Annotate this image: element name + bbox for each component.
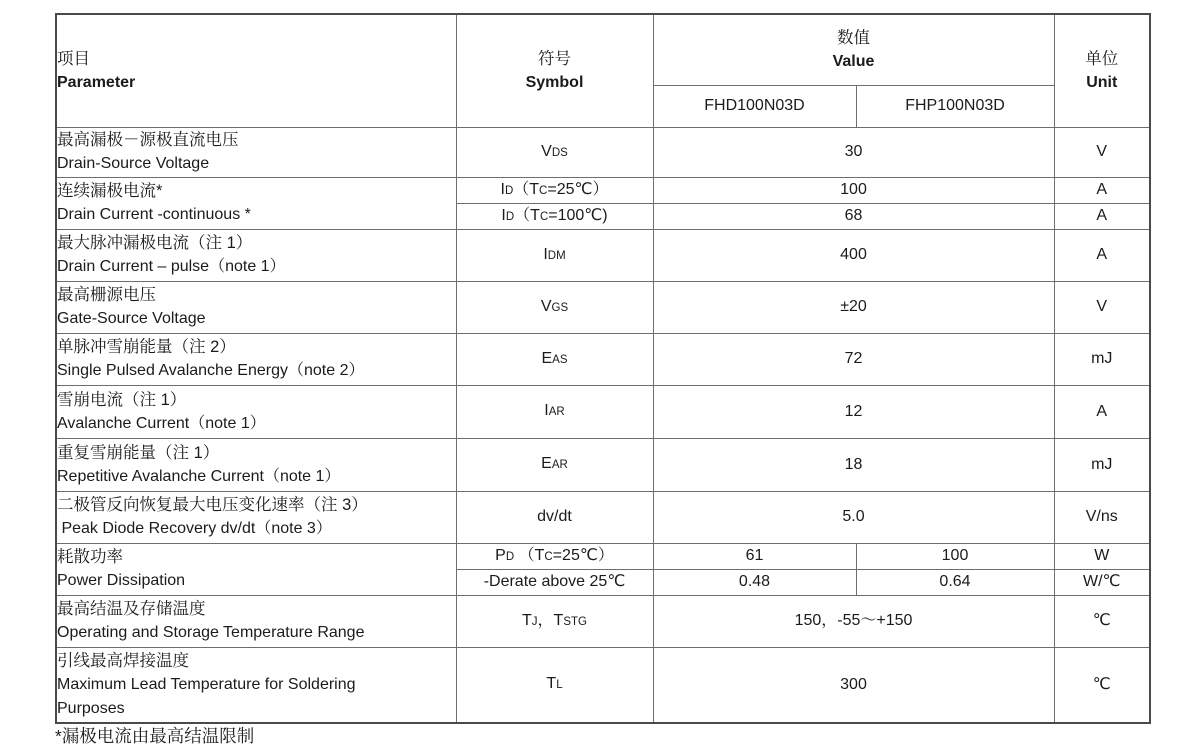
symbol-cell-pd: PD （TC=25℃） xyxy=(456,543,653,569)
symbol-cell-dvdt: dv/dt xyxy=(456,491,653,543)
value-cell-derate-fhd: 0.48 xyxy=(653,569,856,595)
param-en: Maximum Lead Temperature for Soldering Purposes xyxy=(57,675,360,717)
value-cell-pd-fhd: 61 xyxy=(653,543,856,569)
param-cell-pd xyxy=(56,543,456,595)
symbol-cell-iar: IAR xyxy=(456,385,653,438)
param-zh: 最高结温及存储温度 xyxy=(57,600,206,618)
param-zh: 单脉冲雪崩能量（注 2） xyxy=(57,338,236,356)
param-cell-ear xyxy=(56,438,456,491)
header-unit-zh: 单位 xyxy=(1085,49,1119,68)
value-cell-vgs: ±20 xyxy=(653,281,1054,333)
unit-cell-vds: V xyxy=(1054,127,1150,177)
param-en: Gate-Source Voltage xyxy=(57,310,206,327)
header-value-zh: 数值 xyxy=(837,28,870,47)
unit-cell-id-100c: A xyxy=(1054,203,1150,229)
unit-cell-derate: W/℃ xyxy=(1054,569,1150,595)
unit-cell-vgs: V xyxy=(1054,281,1150,333)
symbol-cell-ear: EAR xyxy=(456,438,653,491)
table-row-eas xyxy=(56,333,1150,385)
unit-cell-iar: A xyxy=(1054,385,1150,438)
param-zh: 引线最高焊接温度 xyxy=(57,651,189,670)
maximum-ratings-table xyxy=(55,13,1151,724)
symbol-cell-eas: EAS xyxy=(456,333,653,385)
param-zh: 最高栅源电压 xyxy=(57,286,156,304)
symbol-cell-tj-tstg: TJ，TSTG xyxy=(456,595,653,647)
table-row-dvdt xyxy=(56,491,1150,543)
header-symbol-cell xyxy=(456,14,653,127)
header-model-fhd100n03d: FHD100N03D xyxy=(653,85,856,127)
param-zh: 连续漏极电流* xyxy=(57,182,163,200)
table-row-idm xyxy=(56,229,1150,281)
value-cell-idm: 400 xyxy=(653,229,1054,281)
value-cell-id-100c: 68 xyxy=(653,203,1054,229)
symbol-cell-derate: -Derate above 25℃ xyxy=(456,569,653,595)
value-cell-tj-tstg: 150，-55～+150 xyxy=(653,595,1054,647)
param-cell-idm xyxy=(56,229,456,281)
symbol-cell-id-25c: ID（TC=25℃） xyxy=(456,177,653,203)
param-en: Drain Current – pulse（note 1） xyxy=(57,258,286,275)
table-row-tj-tstg xyxy=(56,595,1150,647)
unit-cell-tl: ℃ xyxy=(1054,647,1150,723)
header-parameter-cell xyxy=(56,14,456,127)
header-parameter-en: Parameter xyxy=(57,73,136,91)
param-cell-dvdt xyxy=(56,491,456,543)
header-unit-en: Unit xyxy=(1086,73,1118,91)
table-row-ear xyxy=(56,438,1150,491)
header-symbol-en: Symbol xyxy=(525,73,584,91)
symbol-cell-id-100c: ID（TC=100℃) xyxy=(456,203,653,229)
table-row-vds xyxy=(56,127,1150,177)
param-cell-id xyxy=(56,177,456,229)
table-row-pd-25c xyxy=(56,543,1150,569)
param-cell-tl xyxy=(56,647,456,723)
symbol-cell-vgs: VGS xyxy=(456,281,653,333)
param-zh: 二极管反向恢复最大电压变化速率（注 3） xyxy=(57,496,368,514)
param-en: Drain-Source Voltage xyxy=(57,155,210,172)
unit-cell-pd: W xyxy=(1054,543,1150,569)
param-zh: 最大脉冲漏极电流（注 1） xyxy=(57,234,253,252)
param-cell-vds xyxy=(56,127,456,177)
header-value-cell xyxy=(653,14,1054,85)
value-cell-vds: 30 xyxy=(653,127,1054,177)
table-row-iar xyxy=(56,385,1150,438)
drain-current-footnote: *漏极电流由最高结温限制 xyxy=(55,726,255,746)
symbol-cell-idm: IDM xyxy=(456,229,653,281)
unit-cell-tj-tstg: ℃ xyxy=(1054,595,1150,647)
value-cell-eas: 72 xyxy=(653,333,1054,385)
value-cell-pd-fhp: 100 xyxy=(856,543,1054,569)
header-model-fhp100n03d: FHP100N03D xyxy=(856,85,1054,127)
param-cell-tj-tstg xyxy=(56,595,456,647)
header-row-top xyxy=(56,14,1150,85)
unit-cell-dvdt: V/ns xyxy=(1054,491,1150,543)
table-row-id-25c xyxy=(56,177,1150,203)
param-en: Power Dissipation xyxy=(57,572,186,589)
param-en: Peak Diode Recovery dv/dt（note 3） xyxy=(57,520,332,537)
value-cell-ear: 18 xyxy=(653,438,1054,491)
param-en: Repetitive Avalanche Current（note 1） xyxy=(57,467,341,485)
header-symbol-zh: 符号 xyxy=(538,49,571,68)
table-row-tl xyxy=(56,647,1150,723)
symbol-cell-tl: TL xyxy=(456,647,653,723)
param-zh: 最高漏极－源极直流电压 xyxy=(57,131,239,149)
value-cell-iar: 12 xyxy=(653,385,1054,438)
param-cell-eas xyxy=(56,333,456,385)
value-cell-id-25c: 100 xyxy=(653,177,1054,203)
unit-cell-eas: mJ xyxy=(1054,333,1150,385)
param-cell-vgs xyxy=(56,281,456,333)
symbol-cell-vds: VDS xyxy=(456,127,653,177)
param-zh: 雪崩电流（注 1） xyxy=(57,390,187,409)
unit-cell-ear: mJ xyxy=(1054,438,1150,491)
param-en: Avalanche Current（note 1） xyxy=(57,414,266,432)
header-value-en: Value xyxy=(832,52,875,70)
param-en: Operating and Storage Temperature Range xyxy=(57,624,365,641)
table-row-vgs xyxy=(56,281,1150,333)
param-zh: 重复雪崩能量（注 1） xyxy=(57,443,220,462)
param-en: Single Pulsed Avalanche Energy（note 2） xyxy=(57,362,365,379)
unit-cell-id-25c: A xyxy=(1054,177,1150,203)
value-cell-derate-fhp: 0.64 xyxy=(856,569,1054,595)
param-zh: 耗散功率 xyxy=(57,548,123,566)
param-cell-iar xyxy=(56,385,456,438)
unit-cell-idm: A xyxy=(1054,229,1150,281)
value-cell-tl: 300 xyxy=(653,647,1054,723)
value-cell-dvdt: 5.0 xyxy=(653,491,1054,543)
header-parameter-zh: 项目 xyxy=(57,49,90,68)
param-en: Drain Current -continuous * xyxy=(57,206,251,223)
header-unit-cell xyxy=(1054,14,1150,127)
